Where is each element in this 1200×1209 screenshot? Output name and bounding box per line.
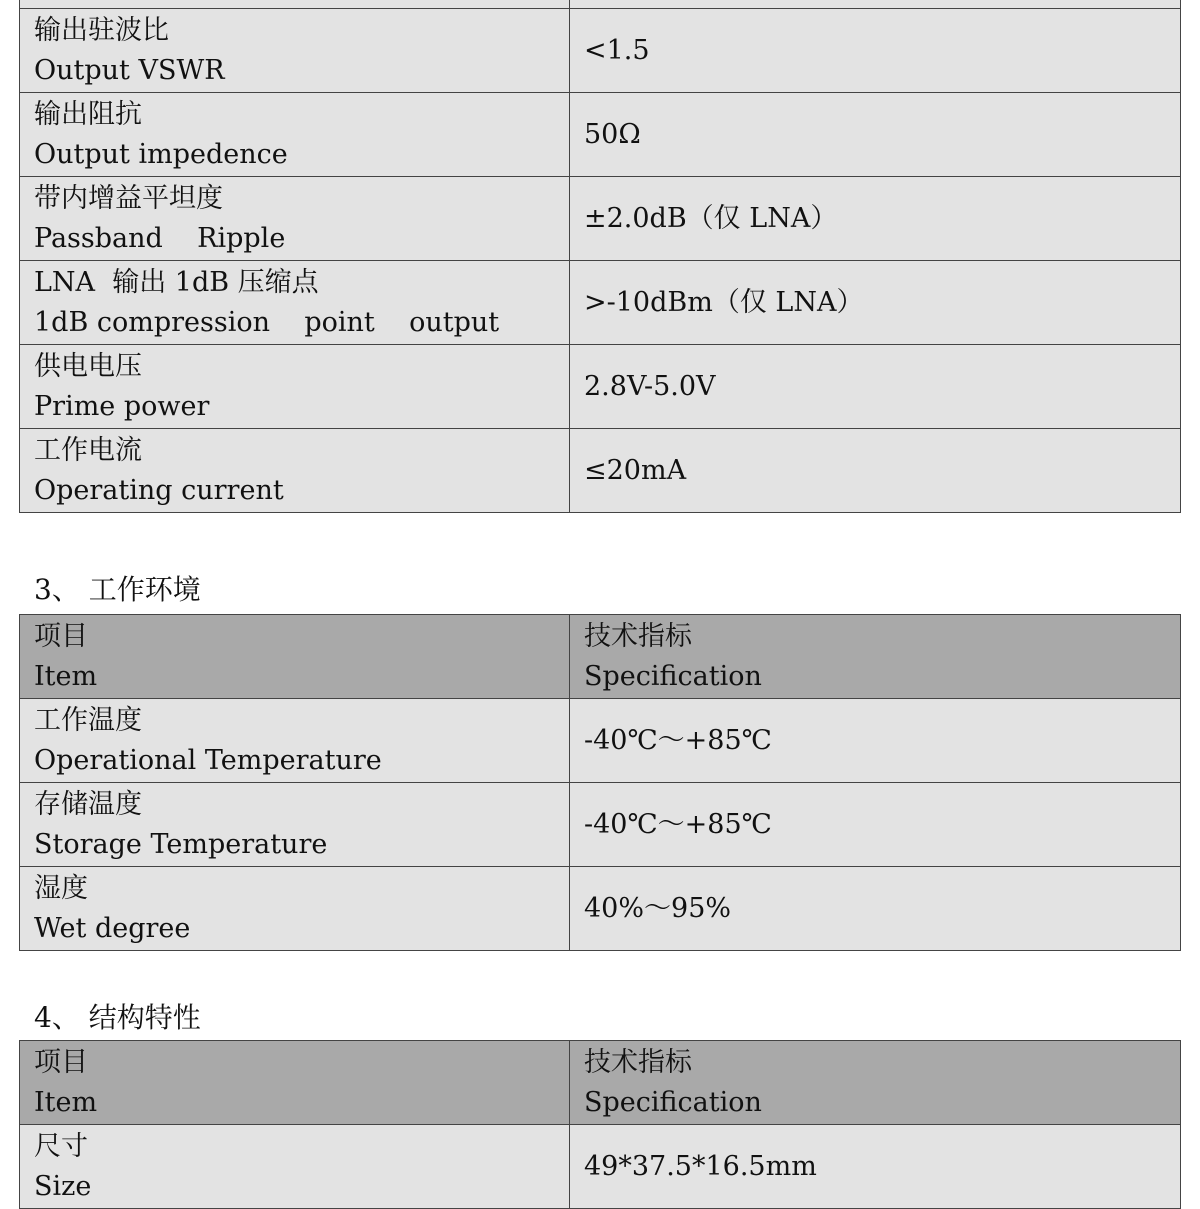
item-name-cn: 供电电压: [34, 350, 142, 382]
item-cell: [20, 345, 570, 429]
table-row: [20, 699, 1181, 783]
header-spec-cn: 技术指标: [584, 620, 692, 652]
table-row: [20, 261, 1181, 345]
spec-value: 50Ω: [584, 118, 641, 150]
electrical-spec-table: [19, 0, 1181, 513]
value-cell: [570, 345, 1181, 429]
item-cell: [20, 93, 570, 177]
table-row: [20, 0, 1181, 9]
table-row: [20, 867, 1181, 951]
spec-value: >-10dBm（仅 LNA）: [584, 286, 864, 318]
value-cell: [570, 261, 1181, 345]
table-header-row: [20, 615, 1181, 699]
spec-value: -40℃～+85℃: [584, 724, 772, 756]
table-row: [20, 177, 1181, 261]
item-name-en: Size: [34, 1170, 92, 1202]
value-cell: [570, 1125, 1181, 1209]
spec-value: ±2.0dB（仅 LNA）: [584, 202, 838, 234]
header-spec-cell: [570, 1041, 1181, 1125]
value-cell: [570, 867, 1181, 951]
spec-value: ≤20mA: [584, 454, 687, 486]
table-row: [20, 93, 1181, 177]
header-item-en: Item: [34, 660, 98, 692]
table-row: [20, 345, 1181, 429]
item-name-cn: 存储温度: [34, 788, 142, 820]
section-title: 3、 工作环境: [34, 573, 201, 606]
item-name-cn: 输出驻波比: [34, 14, 169, 46]
table-row: [20, 783, 1181, 867]
item-name-en: 1dB compression point output: [34, 306, 500, 338]
header-spec-en: Specification: [584, 1086, 762, 1118]
header-spec-en: Specification: [584, 660, 762, 692]
environment-spec-table: [19, 614, 1181, 951]
item-name-cn: LNA 输出 1dB 压缩点: [34, 266, 319, 298]
item-cell: [20, 699, 570, 783]
spec-value: <1.5: [584, 34, 650, 66]
item-cell: [20, 1125, 570, 1209]
item-name-cn: 工作温度: [34, 704, 142, 736]
item-name-cn: 尺寸: [34, 1130, 88, 1162]
item-name-cn: 湿度: [34, 872, 88, 904]
table-row: [20, 9, 1181, 93]
header-spec-cn: 技术指标: [584, 1046, 692, 1078]
item-name-cn: 工作电流: [34, 434, 142, 466]
item-cell: [20, 177, 570, 261]
item-cell: [20, 9, 570, 93]
item-cell: [20, 261, 570, 345]
spec-value: 40%～95%: [584, 892, 732, 924]
item-name-en: Prime power: [34, 390, 210, 422]
header-item-en: Item: [34, 1086, 98, 1118]
table-row: [20, 1125, 1181, 1209]
value-cell: [570, 429, 1181, 513]
value-cell: [570, 177, 1181, 261]
structure-spec-table: [19, 1040, 1181, 1209]
item-name-en: Storage Temperature: [34, 828, 328, 860]
value-cell: [570, 699, 1181, 783]
spec-value: 49*37.5*16.5mm: [584, 1150, 817, 1182]
spec-value: 2.8V-5.0V: [584, 370, 716, 402]
table-row: [20, 429, 1181, 513]
item-cell: [20, 867, 570, 951]
item-cell: [20, 783, 570, 867]
value-cell: [570, 93, 1181, 177]
item-name-en: Operational Temperature: [34, 744, 382, 776]
item-name-en: Output VSWR: [34, 54, 225, 86]
header-item-cn: 项目: [34, 620, 88, 652]
item-name-en: Operating current: [34, 474, 284, 506]
header-spec-cell: [570, 615, 1181, 699]
header-item-cell: [20, 615, 570, 699]
table-header-row: [20, 1041, 1181, 1125]
item-name-cn: 输出阻抗: [34, 98, 142, 130]
item-cell: [20, 429, 570, 513]
header-item-cell: [20, 1041, 570, 1125]
value-cell: [570, 783, 1181, 867]
value-cell: [570, 0, 1181, 9]
item-name-en: Passband Ripple: [34, 222, 286, 254]
spec-value: -40℃～+85℃: [584, 808, 772, 840]
header-item-cn: 项目: [34, 1046, 88, 1078]
section-title: 4、 结构特性: [34, 1001, 201, 1034]
item-name-en: Output impedence: [34, 138, 288, 170]
item-name-cn: 带内增益平坦度: [34, 182, 223, 214]
item-cell: [20, 0, 570, 9]
value-cell: [570, 9, 1181, 93]
item-name-en: Wet degree: [34, 912, 191, 944]
